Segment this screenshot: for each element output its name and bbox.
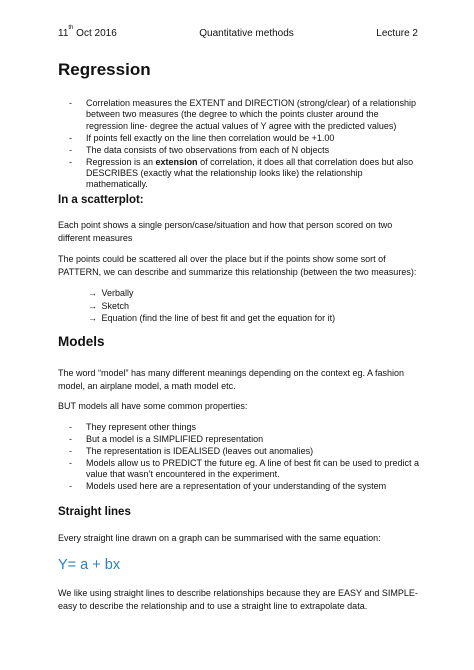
straight-lines-heading: Straight lines (58, 506, 131, 518)
straight-lines-paragraph-1: Every straight line drawn on a graph can be summarised with the same equation: (58, 533, 381, 543)
list-item: → Verbally (88, 288, 134, 298)
line-equation: Y= a + bx (58, 557, 121, 573)
arrow-icon: → (88, 288, 97, 298)
regression-heading: Regression (58, 60, 151, 79)
list-item: - Models used here are a representation of your understanding of the system (69, 481, 387, 492)
arrow-icon: → (88, 313, 97, 323)
regression-bullet-list (58, 98, 420, 191)
list-item: → Equation (find the line of best fit and get the equation for it) (88, 313, 336, 323)
scatterplot-paragraph-1: Each point shows a single person/case/situation and how that person scored on two different measures (58, 220, 393, 243)
list-item: - Models allow us to PREDICT the future eg. A line of best fit can be used to predict a value that wasn’t encountered in the experiment. (69, 457, 420, 480)
list-item: → Sketch (88, 300, 130, 311)
list-item: - The representation is IDEALISED (leaves out anomalies) (69, 445, 314, 456)
models-bullet-list (58, 422, 420, 493)
header-course: Quantitative methods (199, 28, 294, 39)
scatterplot-heading: In a scatterplot: (58, 194, 144, 206)
header-lecture: Lecture 2 (376, 28, 418, 39)
list-item: - The data consists of two observations from each of N objects (69, 144, 330, 155)
arrow-icon: → (88, 300, 97, 311)
list-item: - If points fell exactly on the line then correlation would be +1.00 (69, 132, 335, 143)
page-header (58, 24, 418, 42)
models-paragraph-1: The word “model” has many different meanings depending on the context eg. A fashion model, an airplane model, a math model etc. (58, 368, 405, 391)
scatterplot-paragraph-2: The points could be scattered all over the place but if the points show some sort of PATTERN, we can describe and summarize this relationship (between the two measures): (58, 254, 417, 277)
list-item: - They represent other things (69, 422, 197, 432)
description-arrow-list (88, 287, 335, 325)
models-paragraph-2: BUT models all have some common properties: (58, 401, 248, 411)
models-heading: Models (58, 334, 105, 349)
list-item: - Correlation measures the EXTENT and DIRECTION (strong/clear) of a relationship between two measures (the degree to which the points cluster around the regression line- degree the actual values of Y agree with the predicted values) (69, 98, 416, 131)
header-date: 11th Oct 2016 (58, 24, 117, 39)
list-item: - Regression is an extension of correlation, it does all that correlation does but also DESCRIBES (exactly what the relationship looks like) the relationship mathematically. (69, 156, 414, 190)
list-item: - But a model is a SIMPLIFIED representation (69, 433, 264, 444)
straight-lines-paragraph-2: We like using straight lines to describe relationships because they are EASY and SIMPLE- easy to describe the relationship and to use a straight line to extrapolate data. (58, 588, 418, 611)
